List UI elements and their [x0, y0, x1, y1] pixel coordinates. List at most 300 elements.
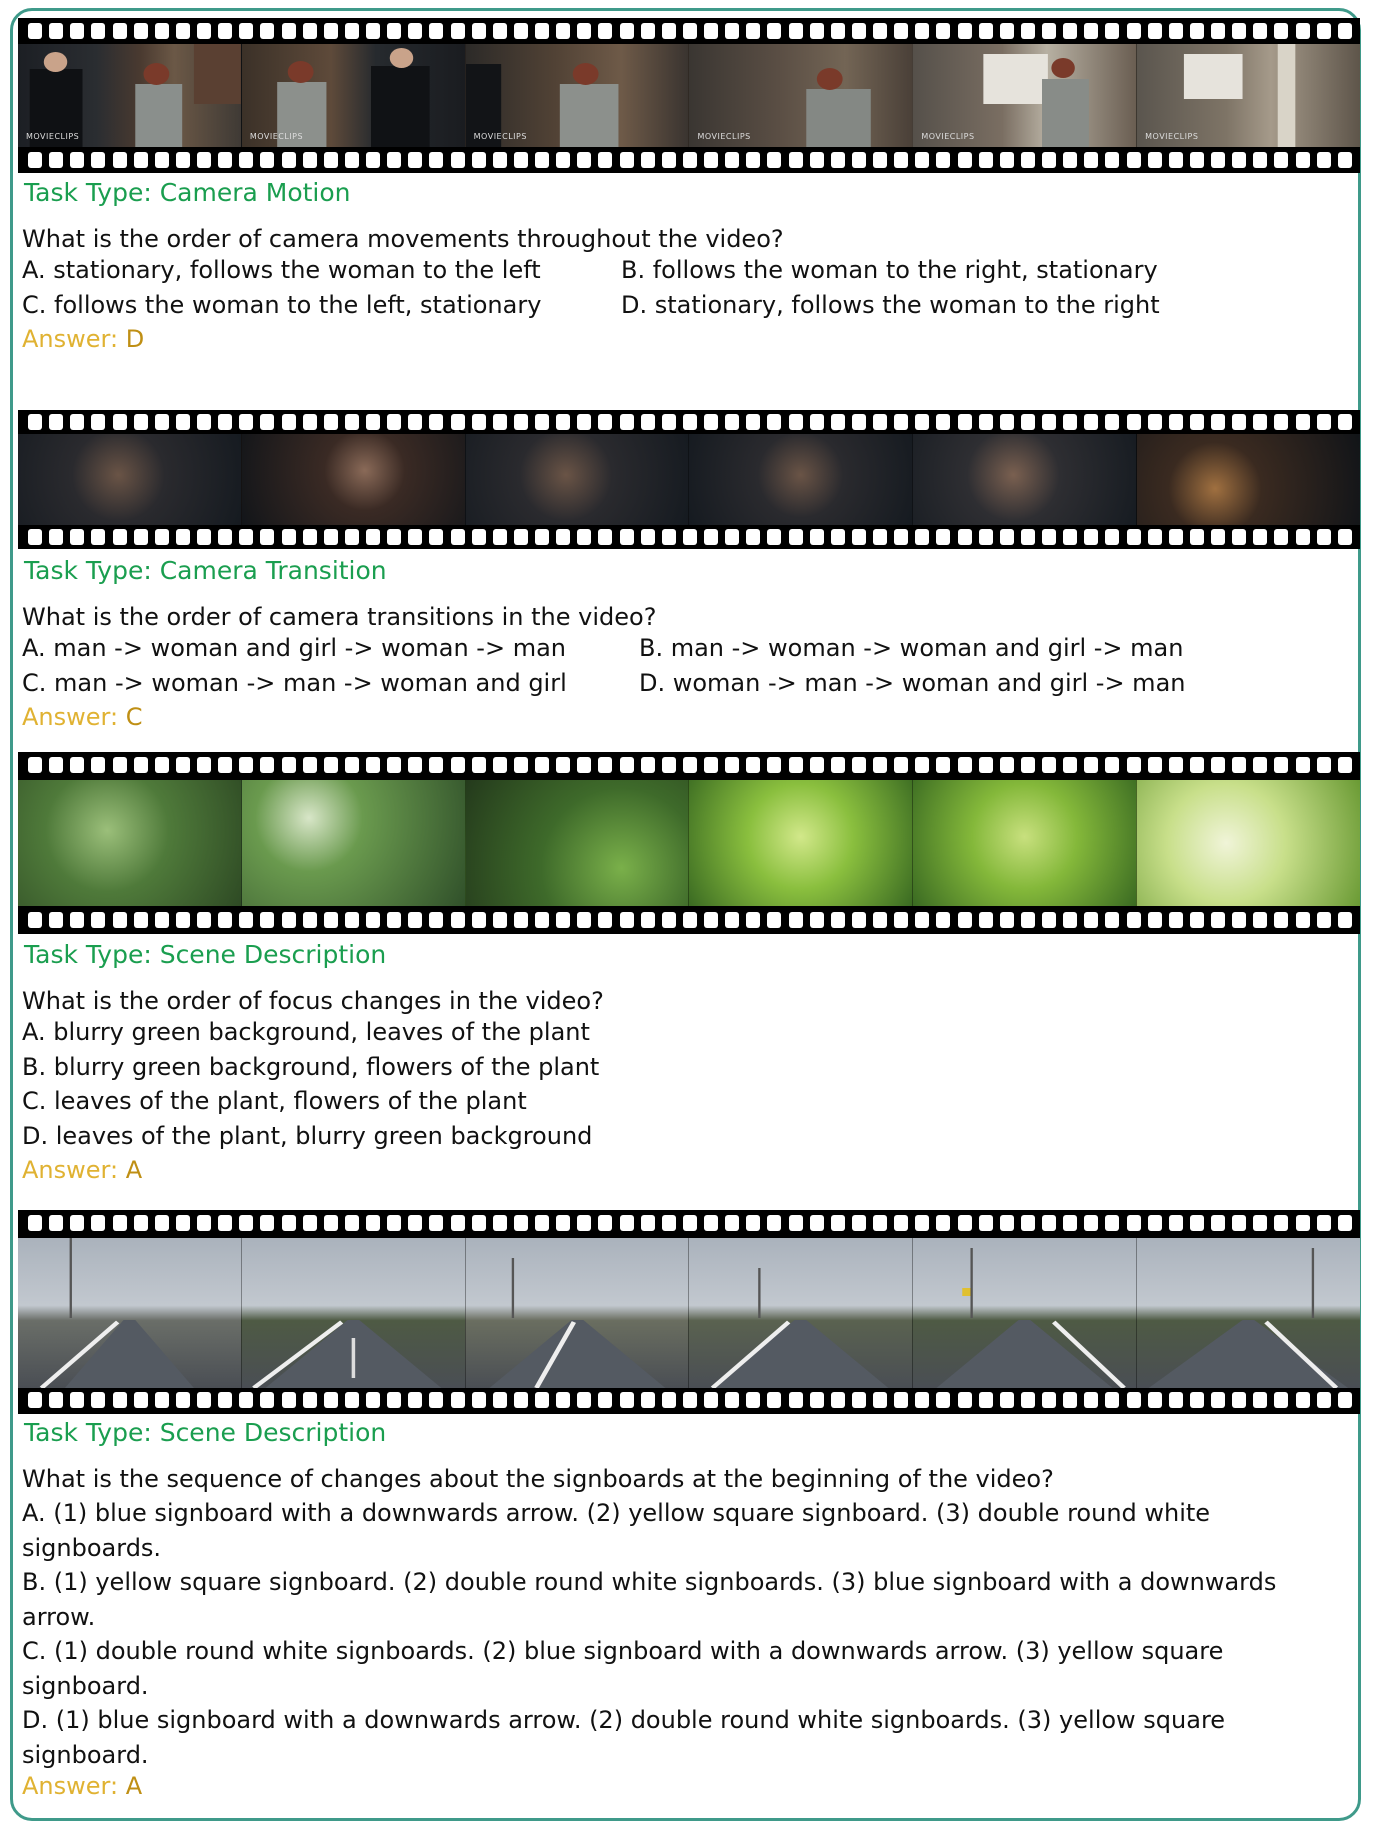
perforation-hole: [1317, 757, 1331, 773]
perforation-hole: [303, 152, 317, 168]
perforation-hole: [535, 757, 549, 773]
perforation-hole: [789, 23, 803, 39]
perforation-hole: [1317, 414, 1331, 430]
perforations-bottom: [28, 152, 1352, 168]
video-frame: [1136, 44, 1360, 147]
perforation-hole: [408, 152, 422, 168]
perforation-hole: [704, 414, 718, 430]
perforation-hole: [134, 757, 148, 773]
perforation-hole: [1021, 152, 1035, 168]
perforation-hole: [472, 529, 486, 545]
road-lines: [689, 1238, 912, 1388]
perforation-hole: [789, 414, 803, 430]
perforation-hole: [408, 1215, 422, 1231]
perforation-hole: [683, 152, 697, 168]
perforation-hole: [408, 529, 422, 545]
perforation-hole: [1063, 912, 1077, 928]
filmstrip: [18, 18, 1360, 173]
perforation-hole: [1021, 529, 1035, 545]
perforation-hole: [1317, 529, 1331, 545]
perforation-hole: [767, 152, 781, 168]
perforation-hole: [303, 1215, 317, 1231]
perforation-hole: [1232, 1215, 1246, 1231]
perforation-hole: [387, 1215, 401, 1231]
perforation-hole: [387, 529, 401, 545]
perforation-hole: [1042, 529, 1056, 545]
perforation-hole: [852, 529, 866, 545]
perforation-hole: [746, 414, 760, 430]
perforation-hole: [387, 152, 401, 168]
video-frame: [1136, 1238, 1360, 1388]
perforation-hole: [1274, 529, 1288, 545]
perforation-hole: [1232, 757, 1246, 773]
perforation-hole: [1211, 757, 1225, 773]
perforation-hole: [789, 757, 803, 773]
perforation-hole: [408, 414, 422, 430]
perforation-hole: [979, 152, 993, 168]
perforation-hole: [1105, 1215, 1119, 1231]
perforation-hole: [1190, 414, 1204, 430]
perforation-hole: [260, 1392, 274, 1408]
perforation-hole: [324, 1215, 338, 1231]
perforation-hole: [303, 1392, 317, 1408]
perforation-hole: [1190, 23, 1204, 39]
option-c: C. man -> woman -> man -> woman and girl: [22, 669, 567, 697]
perforation-hole: [620, 757, 634, 773]
perforation-hole: [260, 529, 274, 545]
perforation-hole: [1042, 152, 1056, 168]
option-a: A. stationary, follows the woman to the left: [22, 256, 541, 284]
video-frames: [18, 1238, 1360, 1388]
perforations-bottom: [28, 912, 1352, 928]
perforation-hole: [873, 414, 887, 430]
perforation-hole: [1274, 23, 1288, 39]
perforation-hole: [556, 757, 570, 773]
option-b: B. (1) yellow square signboard. (2) double round white signboards. (3) blue signboard with a downwards arrow.: [22, 1568, 1277, 1631]
perforation-hole: [1042, 23, 1056, 39]
answer: [22, 1156, 142, 1184]
perforation-hole: [113, 1392, 127, 1408]
perforation-hole: [979, 414, 993, 430]
perforation-hole: [641, 1215, 655, 1231]
perforation-hole: [810, 529, 824, 545]
perforation-hole: [1338, 912, 1352, 928]
perforation-hole: [979, 912, 993, 928]
perforation-hole: [49, 757, 63, 773]
perforation-hole: [176, 414, 190, 430]
perforations-top: [28, 23, 1352, 39]
perforation-hole: [451, 529, 465, 545]
perforation-hole: [831, 152, 845, 168]
perforation-hole: [746, 1392, 760, 1408]
perforation-hole: [197, 414, 211, 430]
perforation-hole: [1190, 152, 1204, 168]
perforation-hole: [683, 912, 697, 928]
perforation-hole: [113, 414, 127, 430]
perforation-hole: [28, 414, 42, 430]
perforation-hole: [577, 1215, 591, 1231]
perforation-hole: [641, 529, 655, 545]
perforation-hole: [662, 414, 676, 430]
perforation-hole: [1000, 529, 1014, 545]
perforation-hole: [1317, 1215, 1331, 1231]
perforation-hole: [1190, 912, 1204, 928]
perforation-hole: [366, 1215, 380, 1231]
perforation-hole: [28, 1392, 42, 1408]
perforation-hole: [936, 152, 950, 168]
video-frame: [18, 780, 241, 906]
perforation-hole: [598, 23, 612, 39]
perforation-hole: [49, 529, 63, 545]
perforation-hole: [683, 1392, 697, 1408]
watermark: MOVIECLIPS: [473, 132, 527, 141]
perforation-hole: [324, 1392, 338, 1408]
perforation-hole: [1105, 912, 1119, 928]
video-frame: [688, 780, 912, 906]
perforation-hole: [1169, 414, 1183, 430]
perforation-hole: [1296, 529, 1310, 545]
perforation-hole: [1084, 1392, 1098, 1408]
perforation-hole: [725, 757, 739, 773]
perforation-hole: [641, 1392, 655, 1408]
perforation-hole: [366, 757, 380, 773]
perforation-hole: [1127, 1215, 1141, 1231]
road-lines: [466, 1238, 689, 1388]
perforation-hole: [683, 1215, 697, 1231]
perforation-hole: [1296, 23, 1310, 39]
perforation-hole: [1169, 152, 1183, 168]
perforation-hole: [915, 152, 929, 168]
perforation-hole: [767, 529, 781, 545]
perforation-hole: [408, 912, 422, 928]
perforation-hole: [746, 1215, 760, 1231]
perforation-hole: [831, 23, 845, 39]
perforation-hole: [218, 23, 232, 39]
perforation-hole: [134, 1215, 148, 1231]
perforation-hole: [1211, 1215, 1225, 1231]
perforation-hole: [113, 912, 127, 928]
perforation-hole: [1190, 757, 1204, 773]
perforation-hole: [155, 23, 169, 39]
perforation-hole: [1232, 1392, 1246, 1408]
perforation-hole: [725, 23, 739, 39]
perforation-hole: [239, 152, 253, 168]
perforation-hole: [620, 1392, 634, 1408]
perforation-hole: [113, 757, 127, 773]
perforation-hole: [810, 912, 824, 928]
question: What is the order of camera movements throughout the video?: [22, 225, 784, 253]
perforation-hole: [746, 912, 760, 928]
perforation-hole: [704, 529, 718, 545]
perforation-hole: [1042, 1215, 1056, 1231]
perforation-hole: [704, 152, 718, 168]
answer-value: D: [125, 325, 145, 353]
video-frame: [18, 44, 241, 147]
perforation-hole: [873, 23, 887, 39]
perforation-hole: [1253, 1392, 1267, 1408]
perforation-hole: [958, 1215, 972, 1231]
perforation-hole: [1274, 1215, 1288, 1231]
perforation-hole: [1296, 1215, 1310, 1231]
perforation-hole: [535, 1215, 549, 1231]
perforation-hole: [535, 23, 549, 39]
perforation-hole: [1338, 23, 1352, 39]
perforation-hole: [366, 529, 380, 545]
perforation-hole: [1338, 414, 1352, 430]
perforation-hole: [894, 912, 908, 928]
perforation-hole: [260, 757, 274, 773]
perforation-hole: [810, 757, 824, 773]
perforation-hole: [556, 912, 570, 928]
perforation-hole: [1000, 1215, 1014, 1231]
perforation-hole: [1127, 152, 1141, 168]
perforation-hole: [1296, 757, 1310, 773]
perforation-hole: [514, 1215, 528, 1231]
perforation-hole: [958, 757, 972, 773]
perforation-hole: [1317, 1392, 1331, 1408]
perforation-hole: [345, 23, 359, 39]
perforation-hole: [1296, 152, 1310, 168]
perforation-hole: [1021, 1392, 1035, 1408]
perforation-hole: [303, 757, 317, 773]
perforation-hole: [1000, 757, 1014, 773]
option-d: D. leaves of the plant, blurry green background: [22, 1122, 593, 1150]
perforation-hole: [514, 23, 528, 39]
perforation-hole: [831, 414, 845, 430]
perforation-hole: [493, 414, 507, 430]
perforation-hole: [70, 1215, 84, 1231]
perforation-hole: [704, 23, 718, 39]
task-type-label: Task Type: Camera Motion: [24, 178, 351, 207]
perforation-hole: [345, 912, 359, 928]
watermark: MOVIECLIPS: [921, 132, 975, 141]
perforation-hole: [1063, 757, 1077, 773]
perforation-hole: [598, 529, 612, 545]
option-c: C. follows the woman to the left, stationary: [22, 291, 542, 319]
answer-label: Answer:: [22, 1156, 126, 1184]
perforation-hole: [1296, 1392, 1310, 1408]
perforation-hole: [70, 912, 84, 928]
perforation-hole: [451, 152, 465, 168]
perforation-hole: [1317, 23, 1331, 39]
perforation-hole: [197, 529, 211, 545]
perforation-hole: [1127, 912, 1141, 928]
perforation-hole: [239, 414, 253, 430]
perforation-hole: [979, 1392, 993, 1408]
perforation-hole: [197, 1215, 211, 1231]
perforation-hole: [324, 912, 338, 928]
perforation-hole: [683, 529, 697, 545]
perforation-hole: [345, 757, 359, 773]
perforation-hole: [134, 912, 148, 928]
perforation-hole: [577, 757, 591, 773]
perforation-hole: [1169, 23, 1183, 39]
perforation-hole: [915, 757, 929, 773]
video-frame: [241, 780, 465, 906]
perforation-hole: [1274, 757, 1288, 773]
perforation-hole: [662, 23, 676, 39]
perforation-hole: [577, 23, 591, 39]
perforation-hole: [535, 152, 549, 168]
perforation-hole: [472, 23, 486, 39]
video-frame: [688, 434, 912, 525]
perforation-hole: [577, 529, 591, 545]
perforation-hole: [197, 152, 211, 168]
perforation-hole: [282, 1215, 296, 1231]
perforation-hole: [979, 23, 993, 39]
perforation-hole: [598, 1392, 612, 1408]
perforation-hole: [958, 912, 972, 928]
perforation-hole: [1211, 414, 1225, 430]
perforation-hole: [493, 152, 507, 168]
perforation-hole: [789, 152, 803, 168]
perforation-hole: [1148, 757, 1162, 773]
perforation-hole: [979, 529, 993, 545]
perforation-hole: [620, 23, 634, 39]
perforation-hole: [831, 757, 845, 773]
perforation-hole: [1063, 1215, 1077, 1231]
perforation-hole: [1021, 757, 1035, 773]
perforation-hole: [472, 1392, 486, 1408]
perforation-hole: [28, 23, 42, 39]
perforation-hole: [28, 912, 42, 928]
perforation-hole: [577, 152, 591, 168]
perforation-hole: [641, 414, 655, 430]
perforation-hole: [725, 152, 739, 168]
video-frame: [18, 1238, 241, 1388]
perforation-hole: [28, 152, 42, 168]
perforation-hole: [282, 23, 296, 39]
perforation-hole: [1042, 414, 1056, 430]
perforation-hole: [894, 1392, 908, 1408]
perforation-hole: [1148, 414, 1162, 430]
perforation-hole: [472, 1215, 486, 1231]
perforation-hole: [725, 1215, 739, 1231]
video-frame: [465, 44, 689, 147]
perforation-hole: [789, 1392, 803, 1408]
perforation-hole: [915, 414, 929, 430]
perforation-hole: [472, 912, 486, 928]
answer-label: Answer:: [22, 325, 126, 353]
perforation-hole: [556, 23, 570, 39]
perforation-hole: [429, 912, 443, 928]
perforation-hole: [1127, 23, 1141, 39]
perforation-hole: [641, 757, 655, 773]
perforation-hole: [1063, 529, 1077, 545]
perforations-top: [28, 414, 1352, 430]
video-frame: [912, 44, 1136, 147]
perforation-hole: [49, 1215, 63, 1231]
perforation-hole: [514, 152, 528, 168]
video-frame: [241, 44, 465, 147]
perforation-hole: [91, 23, 105, 39]
perforation-hole: [1232, 912, 1246, 928]
option-b: B. man -> woman -> woman and girl -> man: [639, 634, 1184, 662]
perforation-hole: [1127, 1392, 1141, 1408]
perforation-hole: [345, 414, 359, 430]
perforation-hole: [1063, 152, 1077, 168]
perforation-hole: [1253, 152, 1267, 168]
perforation-hole: [662, 152, 676, 168]
option-d: D. (1) blue signboard with a downwards arrow. (2) double round white signboards. (3) yellow square signboard.: [22, 1706, 1226, 1769]
perforation-hole: [1211, 23, 1225, 39]
perforation-hole: [113, 152, 127, 168]
perforation-hole: [282, 1392, 296, 1408]
perforation-hole: [70, 414, 84, 430]
perforation-hole: [387, 23, 401, 39]
perforation-hole: [303, 529, 317, 545]
perforation-hole: [1084, 1215, 1098, 1231]
perforation-hole: [260, 152, 274, 168]
perforation-hole: [113, 529, 127, 545]
perforation-hole: [1232, 529, 1246, 545]
perforation-hole: [662, 1392, 676, 1408]
video-frames: [18, 44, 1360, 147]
perforation-hole: [49, 152, 63, 168]
perforation-hole: [429, 529, 443, 545]
perforation-hole: [91, 912, 105, 928]
perforation-hole: [1148, 529, 1162, 545]
perforation-hole: [873, 912, 887, 928]
perforation-hole: [28, 757, 42, 773]
video-frame: [465, 434, 689, 525]
perforation-hole: [1105, 757, 1119, 773]
perforation-hole: [197, 757, 211, 773]
perforation-hole: [1232, 23, 1246, 39]
perforation-hole: [535, 1392, 549, 1408]
perforation-hole: [1105, 529, 1119, 545]
perforation-hole: [514, 1392, 528, 1408]
watermark: MOVIECLIPS: [697, 132, 751, 141]
perforation-hole: [1274, 1392, 1288, 1408]
perforation-hole: [1021, 912, 1035, 928]
perforation-hole: [91, 529, 105, 545]
perforation-hole: [936, 1215, 950, 1231]
perforation-hole: [1063, 1392, 1077, 1408]
perforation-hole: [324, 529, 338, 545]
video-frame: [465, 780, 689, 906]
perforation-hole: [1105, 1392, 1119, 1408]
perforation-hole: [514, 757, 528, 773]
perforation-hole: [1317, 152, 1331, 168]
perforation-hole: [134, 152, 148, 168]
perforation-hole: [1232, 414, 1246, 430]
perforation-hole: [1253, 1215, 1267, 1231]
perforation-hole: [451, 912, 465, 928]
perforation-hole: [197, 1392, 211, 1408]
perforation-hole: [472, 757, 486, 773]
video-frame: [912, 780, 1136, 906]
perforation-hole: [936, 757, 950, 773]
perforation-hole: [366, 152, 380, 168]
option-c: C. leaves of the plant, flowers of the plant: [22, 1087, 527, 1115]
perforation-hole: [493, 912, 507, 928]
perforation-hole: [387, 912, 401, 928]
video-frame: [1136, 780, 1360, 906]
perforation-hole: [873, 1392, 887, 1408]
perforation-hole: [1000, 414, 1014, 430]
answer-value: A: [125, 1156, 143, 1184]
perforation-hole: [134, 23, 148, 39]
perforation-hole: [1211, 912, 1225, 928]
perforation-hole: [789, 529, 803, 545]
perforation-hole: [873, 529, 887, 545]
perforation-hole: [218, 1392, 232, 1408]
perforation-hole: [218, 757, 232, 773]
perforation-hole: [49, 414, 63, 430]
perforation-hole: [620, 529, 634, 545]
watermark: MOVIECLIPS: [1145, 132, 1199, 141]
